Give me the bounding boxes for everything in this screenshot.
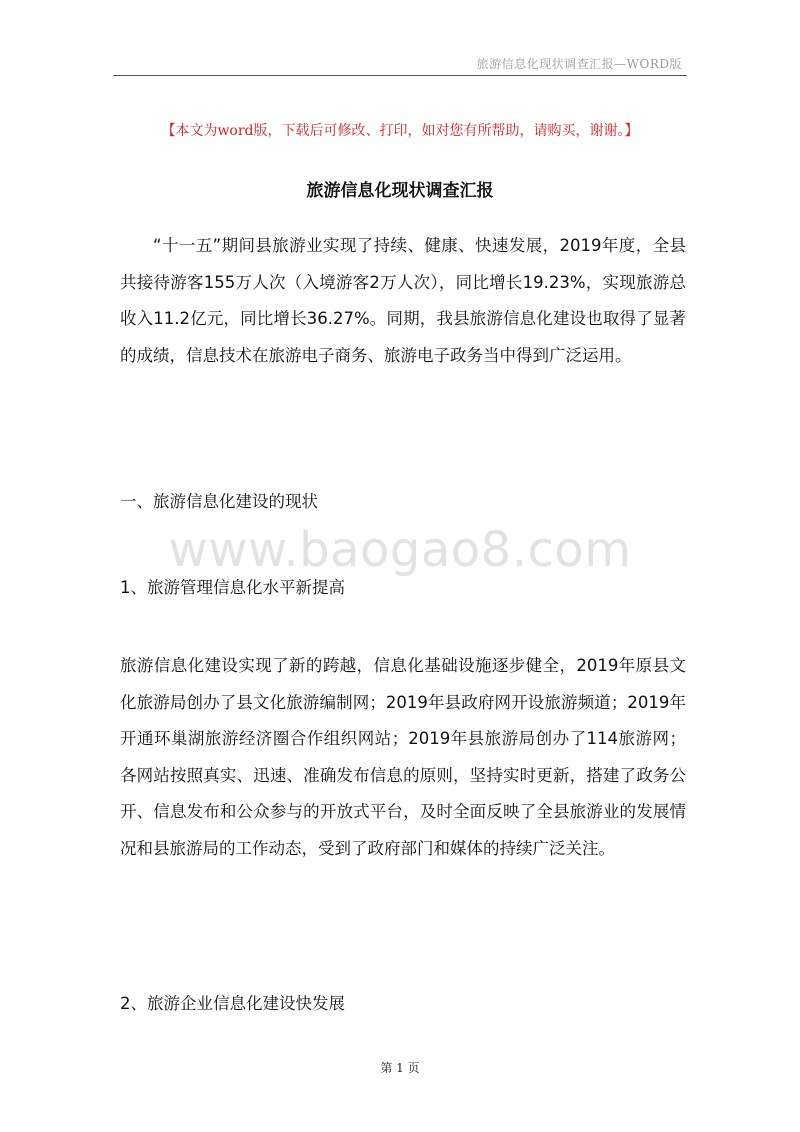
site-watermark: www.baogao8.com [168, 522, 632, 578]
management-informatization-paragraph: 旅游信息化建设实现了新的跨越，信息化基础设施逐步健全，2019年原县文化旅游局创办了县文化旅游编制网；2019年县政府网开设旅游频道；2019年开通环巢湖旅游经济圈合作组织网站；2019年县旅游局创办了114旅游网；各网站按照真实、迅速、准确发布信息的原则，坚持实时更新，搭建了政务公开、信息发布和公众参与的开放式平台，及时全面反映了全县旅游业的发展情况和县旅游局的工作动态，受到了政府部门和媒体的持续广泛关注。 [120, 656, 686, 858]
document-title: 旅游信息化现状调查汇报 [306, 181, 494, 201]
subheading-enterprise-informatization: 2、旅游企业信息化建设快发展 [120, 994, 345, 1013]
header-divider [113, 75, 687, 76]
page-number: 第 1 页 [380, 1061, 420, 1075]
running-header: 旅游信息化现状调查汇报—WORD版 [476, 57, 682, 71]
intro-paragraph: “十一五”期间县旅游业实现了持续、健康、快速发展，2019年度，全县共接待游客155万人次（入境游客2万人次），同比增长19.23%，实现旅游总收入11.2亿元，同比增长36.27%。同期，我县旅游信息化建设也取得了显著的成绩，信息技术在旅游电子商务、旅游电子政务当中得到广泛运用。 [120, 236, 686, 365]
subheading-management-informatization: 1、旅游管理信息化水平新提高 [120, 578, 345, 597]
download-notice: 【本文为word版，下载后可修改、打印，如对您有所帮助，请购买，谢谢。】 [161, 123, 639, 139]
section-heading-current-status: 一、旅游信息化建设的现状 [120, 492, 318, 511]
